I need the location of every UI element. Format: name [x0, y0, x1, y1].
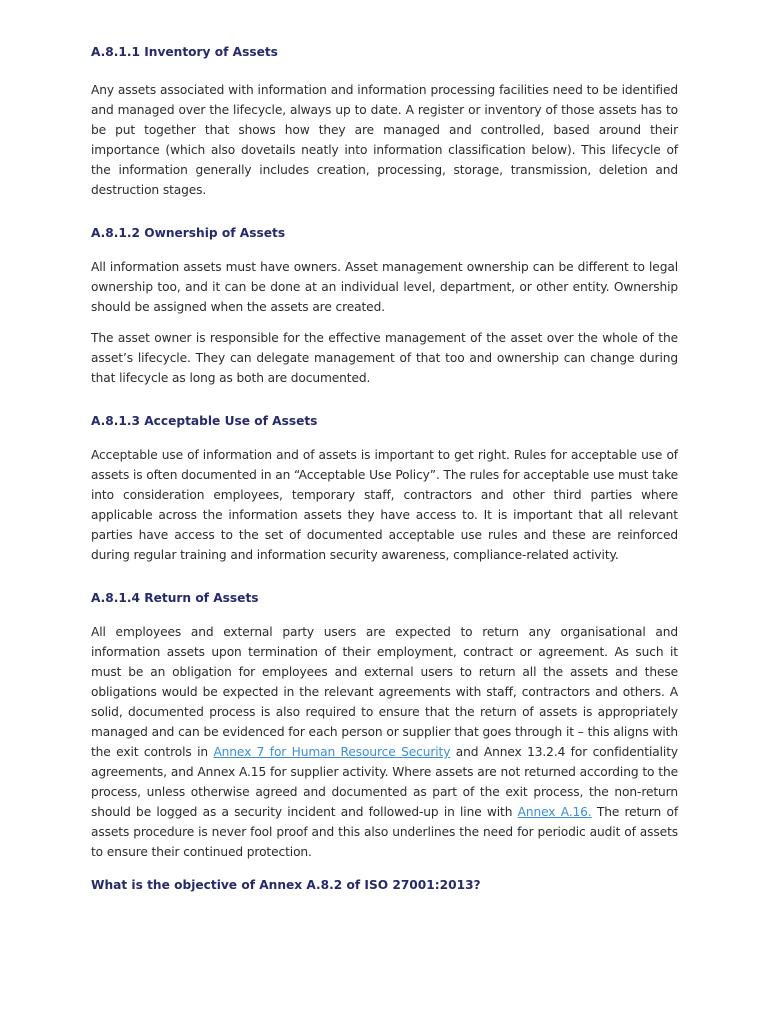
paragraph-acceptable-use: Acceptable use of information and of assets is important to get right. Rules for acceptable use of assets is often documented in an “Acceptable Use Policy”. The rules for acceptable use must take into consideration employees, temporary staff, contractors and other third parties where applicable across the information assets they have access to. It is important that all relevant parties have access to the set of documented acceptable use rules and these are reinforced during regular training and information security awareness, compliance-related activity.: [91, 448, 679, 562]
link-annex-a16[interactable]: Annex A.16.: [517, 805, 592, 819]
paragraph-return: [91, 622, 678, 862]
section-heading-ownership: A.8.1.2 Ownership of Assets: [91, 226, 286, 240]
paragraph-inventory: Any assets associated with information and information processing facilities need to be identified and managed over the lifecycle, always up to date. A register or inventory of those assets has to be put together that shows how they are managed and controlled, based around their importance (which also dovetails neatly into information classification below). This lifecycle of the information generally includes creation, processing, storage, transmission, deletion and destruction stages.: [91, 83, 678, 197]
paragraph-ownership-1: All information assets must have owners. Asset management ownership can be different to legal ownership too, and it can be done at an individual level, department, or other entity. Ownership should be assigned when the assets are created.: [91, 260, 678, 314]
return-text-part3: The return of assets procedure is never fool proof and this also underlines the need for periodic audit of assets to ensure their continued protection.: [91, 805, 679, 859]
link-annex-7[interactable]: Annex 7 for Human Resource Security: [213, 745, 451, 759]
return-text-part1: All employees and external party users are expected to return any organisational and information assets upon termination of their employment, contract or agreement. As such it must be an obligation for employees and external users to return all the assets and these obligations would be expected in the relevant agreements with staff, contractors and others. A solid, documented process is also required to ensure that the return of assets is appropriately managed and can be evidenced for each person or supplier that goes through it – this aligns with the exit controls in: [91, 625, 678, 759]
document-page: [91, 42, 678, 895]
paragraph-ownership-2: The asset owner is responsible for the effective management of the asset over the whole of the asset’s lifecycle. They can delegate management of that too and ownership can change during that lifecycle as long as both are documented.: [91, 331, 678, 385]
return-text-part2: and Annex 13.2.4 for confidentiality agreements, and Annex A.15 for supplier activity. Where assets are not returned according to the process, unless otherwise agreed and documented as part of the exit process, the non-return should be logged as a security incident and followed-up in line with: [91, 745, 678, 819]
section-heading-return: A.8.1.4 Return of Assets: [91, 591, 259, 605]
objective-question: What is the objective of Annex A.8.2 of ISO 27001:2013?: [91, 878, 481, 892]
section-heading-acceptable-use: A.8.1.3 Acceptable Use of Assets: [91, 414, 318, 428]
section-heading-inventory: A.8.1.1 Inventory of Assets: [91, 45, 278, 59]
